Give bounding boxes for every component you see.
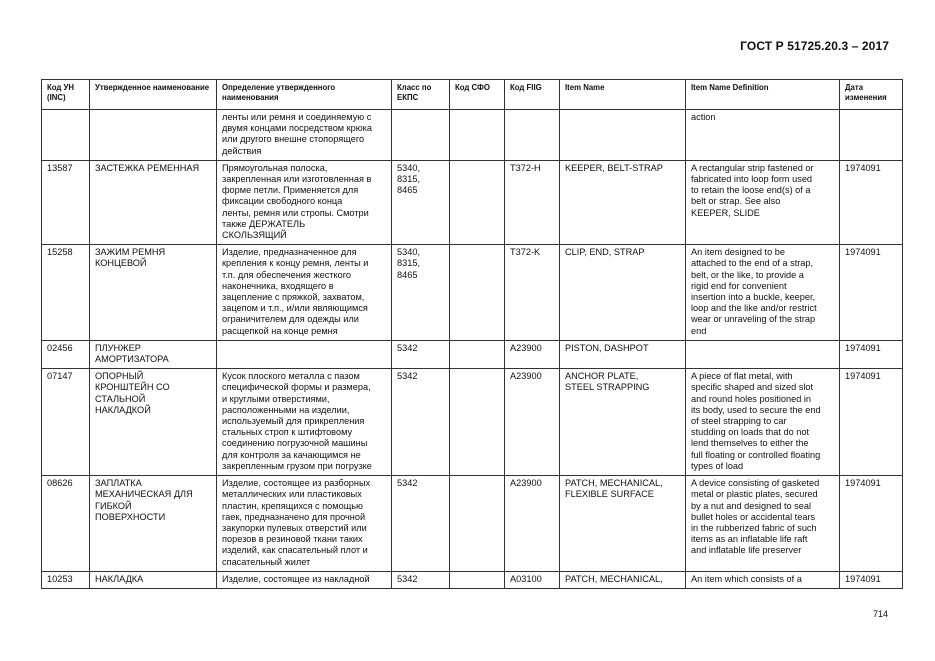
item-name-definition-cell: An item which consists of a: [686, 571, 840, 588]
definition-ru-cell: [217, 340, 392, 368]
ekps-class-cell: 5342: [392, 340, 450, 368]
definition-ru-cell: Изделие, предназначенное для крепления к концу ремня, ленты и т.п. для обеспечения жесткого наконечника, входящего в зацепление с пряжкой, захватом, зацепом и т.п., и/или являющимся ограничителем для одежды или расщепкой на конце ремня: [217, 245, 392, 341]
ekps-class-cell: 5342: [392, 571, 450, 588]
change-date-cell: 1974091: [840, 160, 903, 244]
item-name-cell: ANCHOR PLATE, STEEL STRAPPING: [560, 369, 686, 476]
inc-cell: 13587: [42, 160, 90, 244]
nomenclature-table: [41, 79, 903, 589]
table-body: [42, 110, 903, 589]
sfo-code-cell: [450, 476, 505, 572]
document-title: ГОСТ Р 51725.20.3 – 2017: [740, 39, 889, 53]
name-ru-cell: ПЛУНЖЕР АМОРТИЗАТОРА: [90, 340, 217, 368]
column-header-ekps: Класс по ЕКПС: [392, 80, 450, 110]
ekps-class-cell: 5340, 8315, 8465: [392, 245, 450, 341]
inc-cell: [42, 110, 90, 161]
change-date-cell: 1974091: [840, 340, 903, 368]
sfo-code-cell: [450, 369, 505, 476]
fiig-code-cell: A23900: [505, 340, 560, 368]
ekps-class-cell: [392, 110, 450, 161]
item-name-definition-cell: action: [686, 110, 840, 161]
table-row: [42, 369, 903, 476]
name-ru-cell: ОПОРНЫЙ КРОНШТЕЙН СО СТАЛЬНОЙ НАКЛАДКОЙ: [90, 369, 217, 476]
fiig-code-cell: T372-H: [505, 160, 560, 244]
table-row: [42, 340, 903, 368]
column-header-sfo: Код СФО: [450, 80, 505, 110]
table-row: [42, 160, 903, 244]
ekps-class-cell: 5342: [392, 476, 450, 572]
item-name-definition-cell: A device consisting of gasketed metal or plastic plates, secured by a nut and designed to seal bullet holes or accidental tears in the rubberized fabric of such items as an inflatable life raft and inflatable life preserver: [686, 476, 840, 572]
column-header-item-def: Item Name Definition: [686, 80, 840, 110]
item-name-cell: [560, 110, 686, 161]
definition-ru-cell: Изделие, состоящее из накладной: [217, 571, 392, 588]
definition-ru-cell: Кусок плоского металла с пазом специфической формы и размера, и круглыми отверстиями, расположенными на изделии, используемый для прикрепления стальных строп к штифтовому соединению погрузочной машины для контроля за качающимся не закрепленным грузом при погрузке: [217, 369, 392, 476]
name-ru-cell: ЗАСТЕЖКА РЕМЕННАЯ: [90, 160, 217, 244]
column-header-name-ru: Утвержденное наименование: [90, 80, 217, 110]
item-name-cell: CLIP, END, STRAP: [560, 245, 686, 341]
inc-cell: 10253: [42, 571, 90, 588]
table-row: [42, 571, 903, 588]
page-number: 714: [872, 609, 888, 619]
sfo-code-cell: [450, 571, 505, 588]
fiig-code-cell: A23900: [505, 369, 560, 476]
name-ru-cell: [90, 110, 217, 161]
definition-ru-cell: Изделие, состоящее из разборных металлических или пластиковых пластин, крепящихся с помощью гаек, предназначено для прочной закупорки пулевых отверстий или порезов в резиновой ткани таких изделий, как спасательный плот и спасательный жилет: [217, 476, 392, 572]
change-date-cell: 1974091: [840, 245, 903, 341]
inc-cell: 15258: [42, 245, 90, 341]
item-name-definition-cell: A piece of flat metal, with specific shaped and sized slot and round holes positioned in its body, used to secure the end of steel strapping to car studding on loads that do not lend themselves to either the full floating or controlled floating types of load: [686, 369, 840, 476]
ekps-class-cell: 5342: [392, 369, 450, 476]
sfo-code-cell: [450, 245, 505, 341]
column-header-def-ru: Определение утвержденного наименования: [217, 80, 392, 110]
fiig-code-cell: A23900: [505, 476, 560, 572]
sfo-code-cell: [450, 340, 505, 368]
fiig-code-cell: [505, 110, 560, 161]
fiig-code-cell: T372-K: [505, 245, 560, 341]
table-header-row: [42, 80, 903, 110]
item-name-cell: KEEPER, BELT-STRAP: [560, 160, 686, 244]
name-ru-cell: ЗАЖИМ РЕМНЯ КОНЦЕВОЙ: [90, 245, 217, 341]
column-header-inc: Код УН (INC): [42, 80, 90, 110]
column-header-item-name: Item Name: [560, 80, 686, 110]
table-row: [42, 245, 903, 341]
item-name-cell: PATCH, MECHANICAL,: [560, 571, 686, 588]
name-ru-cell: НАКЛАДКА: [90, 571, 217, 588]
name-ru-cell: ЗАПЛАТКА МЕХАНИЧЕСКАЯ ДЛЯ ГИБКОЙ ПОВЕРХНОСТИ: [90, 476, 217, 572]
sfo-code-cell: [450, 110, 505, 161]
table-row: [42, 476, 903, 572]
change-date-cell: [840, 110, 903, 161]
column-header-fiig: Код FIIG: [505, 80, 560, 110]
item-name-definition-cell: [686, 340, 840, 368]
sfo-code-cell: [450, 160, 505, 244]
inc-cell: 07147: [42, 369, 90, 476]
fiig-code-cell: A03100: [505, 571, 560, 588]
item-name-definition-cell: An item designed to be attached to the end of a strap, belt, or the like, to provide a rigid end for convenient insertion into a buckle, keeper, loop and the like and/or restrict wear or unraveling of the strap end: [686, 245, 840, 341]
change-date-cell: 1974091: [840, 476, 903, 572]
definition-ru-cell: Прямоугольная полоска, закрепленная или изготовленная в форме петли. Применяется для фиксации свободного конца ленты, ремня или стропы. Смотри также ДЕРЖАТЕЛЬ СКОЛЬЗЯЩИЙ: [217, 160, 392, 244]
change-date-cell: 1974091: [840, 571, 903, 588]
inc-cell: 08626: [42, 476, 90, 572]
change-date-cell: 1974091: [840, 369, 903, 476]
inc-cell: 02456: [42, 340, 90, 368]
item-name-definition-cell: A rectangular strip fastened or fabricated into loop form used to retain the loose end(s) of a belt or strap. See also KEEPER, SLIDE: [686, 160, 840, 244]
table-row: [42, 110, 903, 161]
definition-ru-cell: ленты или ремня и соединяемую с двумя концами посредством крюка или другого внешне стопорящего действия: [217, 110, 392, 161]
item-name-cell: PATCH, MECHANICAL, FLEXIBLE SURFACE: [560, 476, 686, 572]
column-header-date: Дата изменения: [840, 80, 903, 110]
ekps-class-cell: 5340, 8315, 8465: [392, 160, 450, 244]
item-name-cell: PISTON, DASHPOT: [560, 340, 686, 368]
